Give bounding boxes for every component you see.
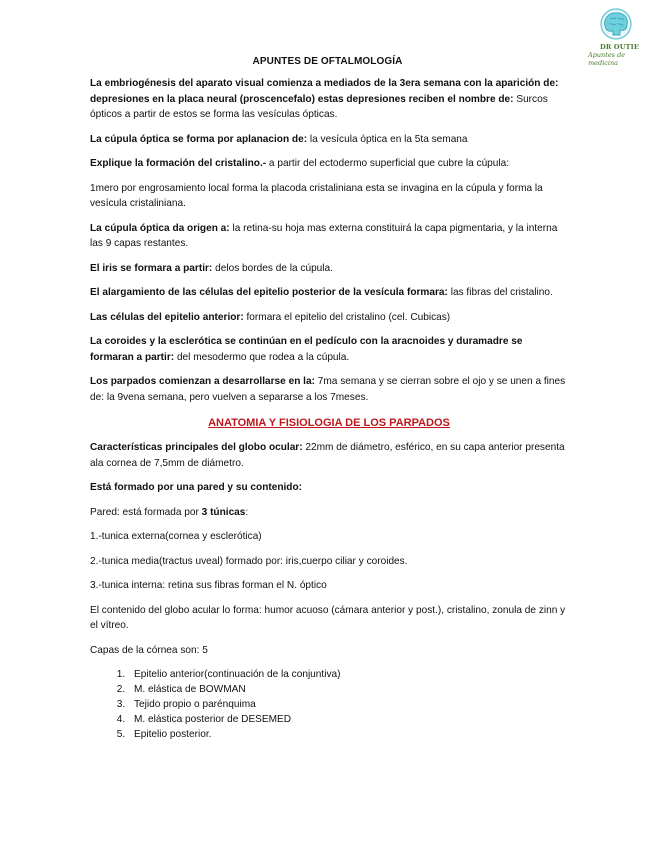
- paragraph: [90, 261, 568, 277]
- paragraph-heading: La embriogénesis del aparato visual comienza a mediados de la 3era semana con la aparición de: depresiones en la placa neural (proscencefalo) estas depresiones reciben el nombre de:: [90, 78, 559, 105]
- paragraph: [90, 310, 568, 326]
- paragraph-heading: La coroides y la esclerótica se continúan en el pedículo con la aracnoides y duramadre se formaran a partir:: [90, 336, 523, 363]
- document-title: APUNTES DE OFTALMOLOGÍA: [252, 56, 403, 67]
- paragraph-text: 3.-tunica interna: retina sus fibras forman el N. óptico: [90, 580, 327, 591]
- paragraph: [90, 181, 568, 212]
- cornea-layers-list: [90, 667, 568, 742]
- paragraph: [90, 554, 568, 570]
- paragraph-heading: Características principales del globo ocular:: [90, 442, 303, 453]
- paragraph: [90, 578, 568, 594]
- list-item: 2. M. elástica de BOWMAN: [128, 682, 568, 697]
- paragraph-heading: Explique la formación del cristalino.-: [90, 158, 267, 169]
- section-title: ANATOMIA Y FISIOLOGIA DE LOS PARPADOS: [208, 417, 450, 429]
- paragraph-text: formara el epitelio del cristalino (cel. Cubicas): [243, 311, 451, 323]
- paragraph: [90, 505, 568, 521]
- paragraph-heading: Las células del epitelio anterior:: [90, 311, 244, 323]
- embryology-section: [90, 76, 568, 405]
- paragraph-heading: La cúpula óptica da origen a:: [90, 222, 230, 234]
- paragraph: [90, 643, 568, 659]
- paragraph: [90, 285, 568, 301]
- paragraph: [90, 156, 568, 172]
- paragraph: [90, 334, 568, 365]
- paragraph-heading: El iris se formara a partir:: [90, 262, 213, 274]
- paragraph-text: la vesícula óptica en la 5ta semana: [307, 133, 468, 145]
- paragraph-text: 2.-tunica media(tractus uveal) formado por: iris,cuerpo ciliar y coroides.: [90, 555, 408, 567]
- paragraph: [90, 221, 568, 252]
- paragraph-text: 22mm de diámetro, esférico, en su capa anterior presenta ala cornea de 7,5mm de diámetro.: [90, 442, 565, 469]
- anatomy-section: [90, 440, 568, 658]
- paragraph-heading: Está formado por una pared y su contenido:: [90, 482, 302, 493]
- paragraph-text: a partir del ectodermo superficial que cubre la cúpula:: [266, 158, 510, 169]
- document-body: [90, 76, 568, 742]
- list-item: 1. Epitelio anterior(continuación de la conjuntiva): [128, 667, 568, 682]
- paragraph-text: Surcos ópticos a partir de estos se forma las vesículas ópticas.: [90, 93, 548, 120]
- logo-caption-tagline: Apuntes de medicina: [588, 51, 626, 67]
- paragraph-text: 1mero por engrosamiento local forma la placoda cristaliniana esta se invagina en la cúpula y forma la vesícula cristaliniana.: [90, 182, 543, 209]
- paragraph: [90, 76, 568, 123]
- paragraph: [90, 374, 568, 405]
- paragraph-text: la retina-su hoja mas externa constituirá la capa pigmentaria, y la interna las 9 capas restantes.: [90, 222, 558, 249]
- paragraph-heading: El alargamiento de las células del epitelio posterior de la vesícula formara:: [90, 287, 448, 298]
- paragraph-lead: Pared: está formada por: [90, 506, 202, 518]
- paragraph-text: :: [245, 506, 249, 518]
- paragraph-text: del mesodermo que rodea a la cúpula.: [174, 351, 350, 363]
- paragraph-text: las fibras del cristalino.: [447, 287, 553, 298]
- paragraph: [90, 480, 568, 496]
- paragraph: [90, 529, 568, 545]
- paragraph-text: El contenido del globo acular lo forma: humor acuoso (cámara anterior y post.), cristalino, zonula de zinn y el vítreo.: [90, 604, 566, 631]
- paragraph: [90, 132, 568, 148]
- paragraph-heading: La cúpula óptica se forma por aplanacion de:: [90, 133, 308, 145]
- paragraph-heading: 3 túnicas: [201, 506, 246, 518]
- paragraph-heading: Los parpados comienzan a desarrollarse en la:: [90, 376, 315, 387]
- paragraph: [90, 603, 568, 634]
- list-item: 5. Epitelio posterior.: [128, 727, 568, 742]
- paragraph-text: 1.-tunica externa(cornea y esclerótica): [90, 531, 262, 542]
- paragraph-text: Capas de la córnea son: 5: [90, 644, 208, 656]
- paragraph: [90, 440, 568, 471]
- list-item: 4. M. elástica posterior de DESEMED: [128, 712, 568, 727]
- logo-caption-brand: DR OUTIE: [600, 43, 640, 51]
- paragraph-text: 7ma semana y se cierran sobre el ojo y se unen a fines de: la 9vena semana, pero vuelven a separarse a los 7meses.: [90, 376, 566, 403]
- list-item: 3. Tejido propio o parénquima: [128, 697, 568, 712]
- paragraph-text: delos bordes de la cúpula.: [212, 262, 333, 274]
